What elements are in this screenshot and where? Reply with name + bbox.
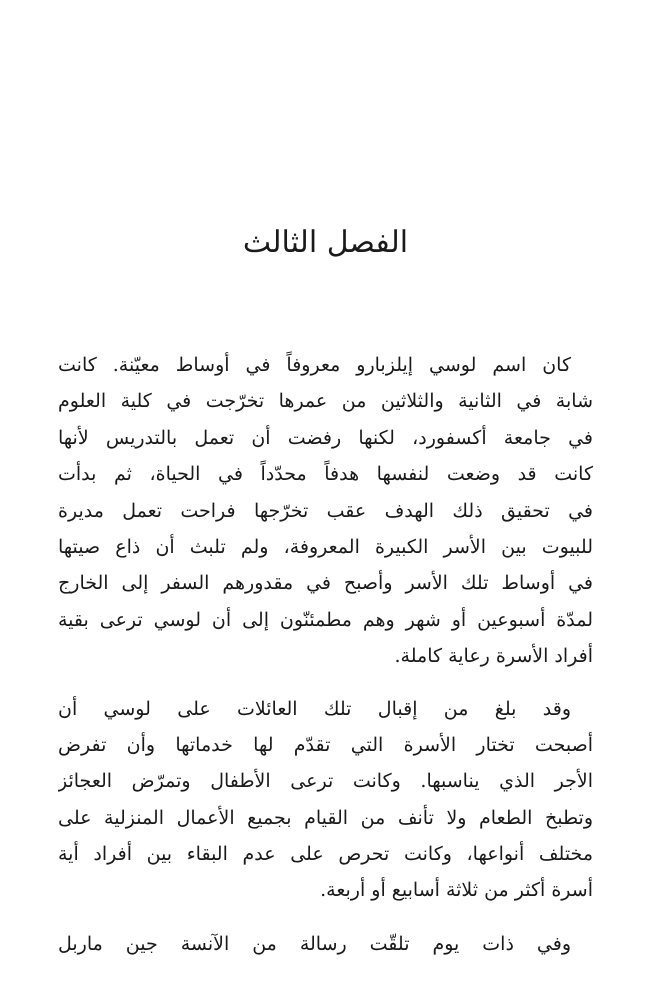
text-line: لمدّة أسبوعين أو شهر وهم مطمئنّون إلى أن لوسي ترعى بقية xyxy=(58,608,593,631)
text-line: وقد بلغ من إقبال تلك العائلات على لوسي أن xyxy=(58,697,571,720)
text-line: شابة في الثانية والثلاثين من عمرها تخرّجت في كلية العلوم xyxy=(58,390,593,413)
text-line: أفراد الأسرة رعاية كاملة. xyxy=(394,645,593,668)
text-line: أسرة أكثر من ثلاثة أسابيع أو أربعة. xyxy=(320,879,593,902)
text-line: كانت قد وضعت لنفسها هدفاً محدّداً في الحياة، ثم بدأت xyxy=(58,463,593,486)
text-line: في تحقيق ذلك الهدف عقب تخرّجها فراحت تعمل مديرة xyxy=(58,499,593,522)
text-line: وفي ذات يوم تلقّت رسالة من الآنسة جين ماربل xyxy=(58,932,571,955)
text-line: أصبحت تختار الأسرة التي تقدّم لها خدماتها وأن تفرض xyxy=(58,733,593,756)
text-line: وتطبخ الطعام ولا تأنف من القيام بجميع الأعمال المنزلية على xyxy=(58,806,593,829)
paragraph-gap xyxy=(58,675,593,691)
text-line: كان اسم لوسي إيلزبارو معروفاً في أوساط معيّنة. كانت xyxy=(58,354,571,376)
text-line: في أوساط تلك الأسر وأصبح في مقدورهم السفر إلى الخارج xyxy=(58,572,593,595)
paragraph-1 xyxy=(58,347,593,675)
paragraph-2 xyxy=(58,691,593,909)
paragraph-3 xyxy=(58,926,593,962)
text-line: مختلف أنواعها، وكانت تحرص على عدم البقاء بين أفراد أية xyxy=(58,843,593,866)
text-line: في جامعة أكسفورد، لكنها رفضت أن تعمل بالتدريس لأنها xyxy=(58,426,593,449)
paragraph-gap xyxy=(58,909,593,926)
text-line: الأجر الذي يناسبها. وكانت ترعى الأطفال وتمرّض العجائز xyxy=(58,770,593,793)
chapter-body xyxy=(58,347,593,962)
chapter-title: الفصل الثالث xyxy=(242,225,409,260)
text-line: للبيوت بين الأسر الكبيرة المعروفة، ولم تلبث أن ذاع صيتها xyxy=(58,535,593,558)
